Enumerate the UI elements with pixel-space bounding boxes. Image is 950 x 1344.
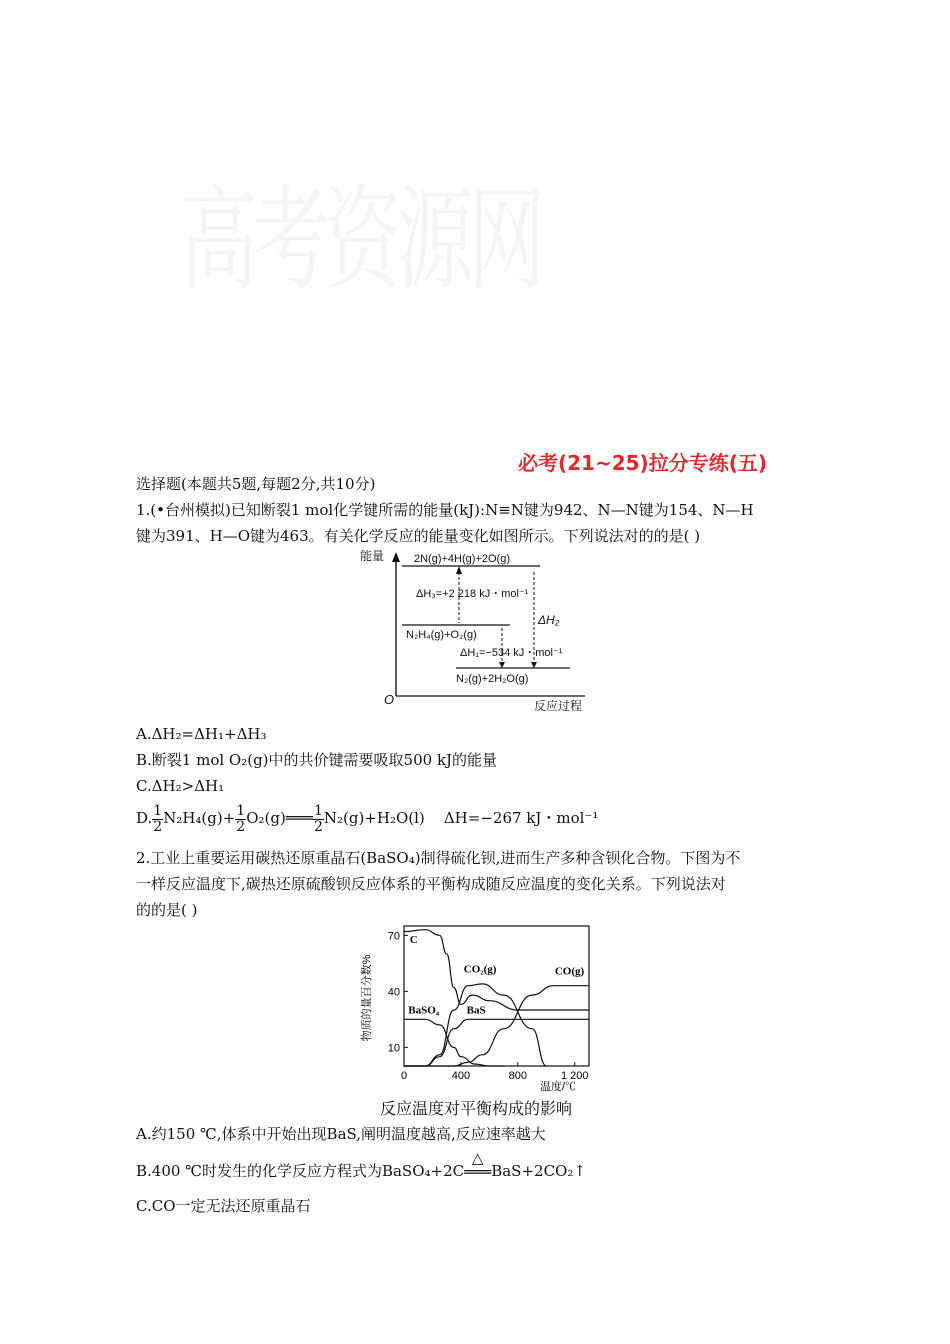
origin-label: O	[384, 692, 395, 707]
q1-d-tail: ΔH=−267 kJ・mol⁻¹	[443, 809, 599, 827]
chart-x-label: 温度/℃	[540, 1081, 577, 1093]
page-title: 必考(21~25)拉分专练(五)	[518, 451, 767, 475]
energy-diagram	[360, 548, 600, 714]
dh3-arrowhead	[456, 566, 462, 574]
q2-stem-line1: 2.工业上重要运用碳热还原重晶石(BaSO₄)制得硫化钡,进而生产多种含钡化合物。下图为不	[136, 849, 741, 867]
series-label-2: CO(g)	[554, 965, 585, 978]
section-heading: 选择题(本题共5题,每题2分,共10分)	[136, 475, 376, 493]
q1-stem-line1: 1.(•台州模拟)已知断裂1 mol化学键所需的能量(kJ):N≡N键为942、N—N键为154、N—H	[136, 501, 754, 519]
x-tick-label-1: 400	[451, 1070, 471, 1082]
half-fraction: $\frac{1}{2}$	[236, 802, 246, 835]
q2-option-b[interactable]	[136, 1149, 586, 1189]
q2-option-c[interactable]: C.CO一定无法还原重晶石	[136, 1197, 311, 1215]
equilibrium-chart	[352, 918, 602, 1094]
level-bot-label: N₂(g)+2H₂O(g)	[456, 673, 529, 685]
chart-y-label: 物质的量百分数%	[361, 954, 373, 1042]
q1-stem-line2: 键为391、H—O键为463。有关化学反应的能量变化如图所示。下列说法对的的是( )	[136, 527, 701, 545]
x-tick-label-3: 1 200	[561, 1070, 589, 1082]
half-fraction: $\frac{1}{2}$	[153, 802, 163, 835]
series-label-0: C	[409, 933, 418, 946]
y-tick-label-0: 10	[387, 1042, 400, 1055]
y-tick-label-2: 70	[387, 930, 400, 943]
q2-option-a[interactable]: A.约150 ℃,体系中开始出现BaS,阐明温度越高,反应速率越大	[136, 1125, 546, 1143]
half-fraction: $\frac{1}{2}$	[313, 802, 323, 835]
q1-d-term2: O₂(g)	[246, 809, 286, 827]
y-tick-label-1: 40	[387, 986, 400, 999]
series-label-3: BaSO₄	[408, 1004, 440, 1017]
q2-stem-line3: 的的是( )	[136, 901, 198, 919]
energy-y-arrow	[392, 552, 400, 562]
energy-y-label: 能量	[360, 549, 385, 563]
dh3-label: ΔH₃=+2 218 kJ・mol⁻¹	[416, 588, 529, 600]
q2-b-lhs: B.400 ℃时发生的化学反应方程式为BaSO₄+2C	[136, 1162, 465, 1180]
level-top-label: 2N(g)+4H(g)+2O(g)	[414, 553, 510, 565]
q2-stem-line2: 一样反应温度下,碳热还原硫酸钡反应体系的平衡构成随反应温度的变化关系。下列说法对	[136, 875, 726, 893]
dh2-label: ΔH₂	[538, 613, 560, 627]
plot-frame	[404, 926, 589, 1066]
heat-condition: △	[471, 1149, 484, 1167]
q1-d-prefix: D.	[136, 809, 153, 827]
dh1-arrowhead	[499, 662, 505, 668]
series-line-2	[404, 986, 589, 1066]
level-mid-label: N₂H₄(g)+O₂(g)	[406, 629, 477, 641]
q1-option-b[interactable]: B.断裂1 mol O₂(g)中的共价键需要吸取500 kJ的能量	[136, 751, 498, 769]
watermark	[180, 150, 520, 426]
q1-option-a[interactable]: A.ΔH₂=ΔH₁+ΔH₃	[136, 725, 267, 743]
q2-b-equals: ═══	[464, 1163, 492, 1181]
q1-option-d[interactable]	[136, 798, 598, 838]
dh2-arrowhead	[531, 662, 537, 668]
q2-b-rhs: BaS+2CO₂↑	[491, 1162, 586, 1180]
series-label-4: BaS	[466, 1004, 486, 1017]
x-tick-label-2: 800	[508, 1070, 528, 1082]
series-label-1: CO₂(g)	[463, 963, 497, 976]
energy-x-label: 反应过程	[534, 699, 583, 713]
q1-d-equals: ═══	[285, 809, 313, 827]
series-line-3	[404, 1019, 504, 1066]
dh1-label: ΔH₁=−534 kJ・mol⁻¹	[460, 647, 563, 659]
q1-d-term1: N₂H₄(g)+	[163, 809, 236, 827]
series-line-1	[404, 984, 546, 1066]
chart-caption: 反应温度对平衡构成的影响	[380, 1099, 573, 1118]
x-tick-label-0: 0	[400, 1070, 408, 1082]
q1-d-term3: N₂(g)+H₂O(l)	[323, 809, 425, 827]
q1-option-c[interactable]: C.ΔH₂>ΔH₁	[136, 777, 225, 795]
series-line-4	[404, 1019, 589, 1066]
